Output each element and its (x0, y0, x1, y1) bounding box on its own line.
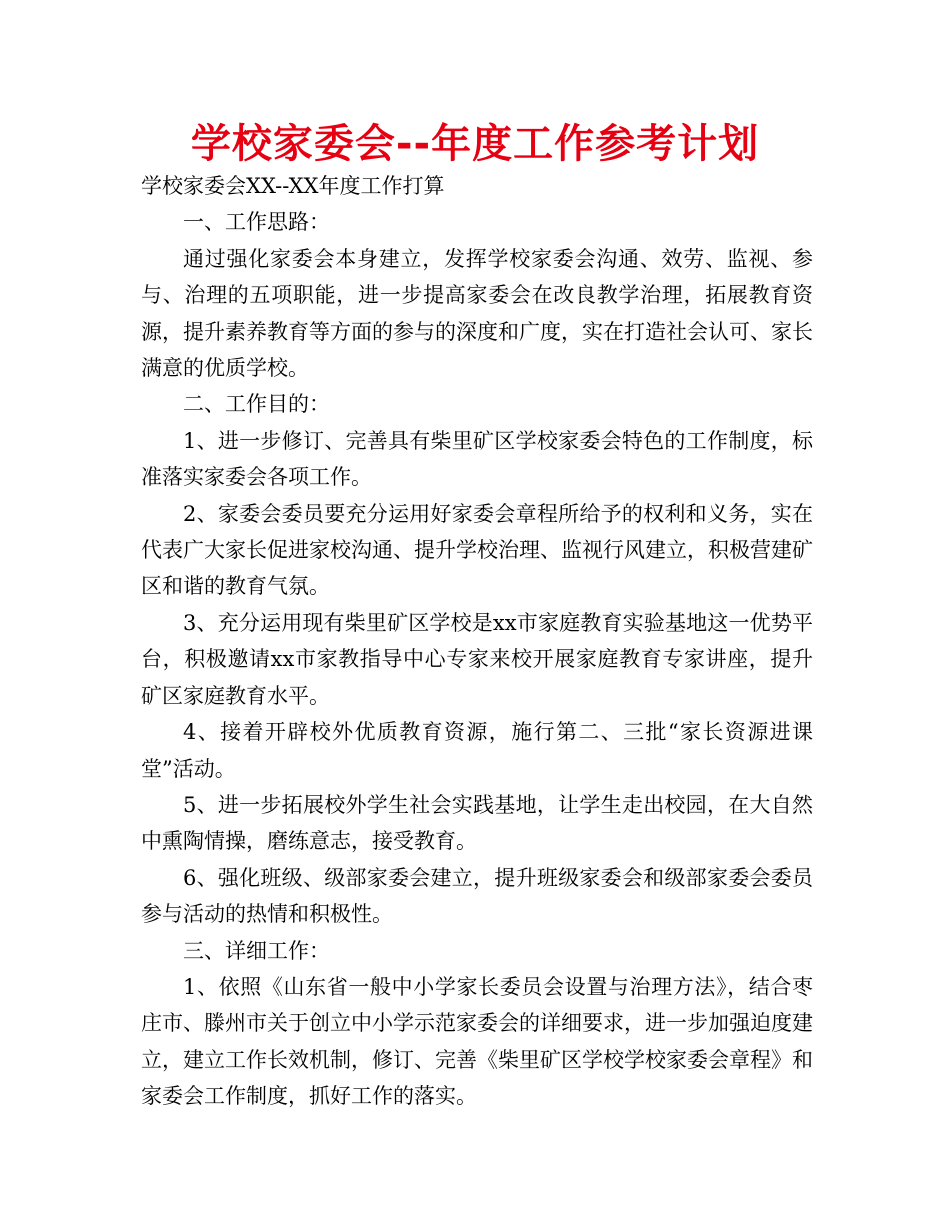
section-heading-work-goals: 二、工作目的： (183, 392, 330, 417)
paragraph-goal-5: 5、进一步拓展校外学生社会实践基地，让学生走出校园，在大自然中熏陶情操，磨练意志，接受教育。 (141, 792, 813, 854)
document-subtitle: 学校家委会XX--XX年度工作打算 (141, 174, 445, 198)
paragraph-work-ideas: 通过强化家委会本身建立，发挥学校家委会沟通、效劳、监视、参与、治理的五项职能，进一步提高家委会在改良教学治理，拓展教育资源，提升素养教育等方面的参与的深度和广度，实在打造社会认可、家长满意的优质学校。 (141, 246, 813, 381)
section-heading-detailed-work: 三、详细工作： (183, 938, 330, 963)
section-heading-work-ideas: 一、工作思路： (183, 210, 330, 235)
document-title: 学校家委会--年度工作参考计划 (190, 121, 760, 167)
paragraph-goal-6: 6、强化班级、级部家委会建立，提升班级家委会和级部家委会委员参与活动的热情和积极性。 (141, 865, 813, 927)
paragraph-detail-1: 1、依照《山东省一般中小学家长委员会设置与治理方法》，结合枣庄市、滕州市关于创立中小学示范家委会的详细要求，进一步加强迫度建立，建立工作长效机制，修订、完善《柴里矿区学校学校家委会章程》和家委会工作制度，抓好工作的落实。 (141, 974, 813, 1109)
document-body (141, 168, 813, 1115)
paragraph-goal-3: 3、充分运用现有柴里矿区学校是xx市家庭教育实验基地这一优势平台，积极邀请xx市家教指导中心专家来校开展家庭教育专家讲座，提升矿区家庭教育水平。 (141, 610, 813, 708)
paragraph-goal-2: 2、家委会委员要充分运用好家委会章程所给予的权利和义务，实在代表广大家长促进家校沟通、提升学校治理、监视行风建立，积极营建矿区和谐的教育气氛。 (141, 501, 813, 599)
paragraph-goal-1: 1、进一步修订、完善具有柴里矿区学校家委会特色的工作制度，标准落实家委会各项工作。 (141, 428, 813, 490)
paragraph-goal-4: 4、接着开辟校外优质教育资源，施行第二、三批“家长资源进课堂”活动。 (141, 720, 813, 781)
